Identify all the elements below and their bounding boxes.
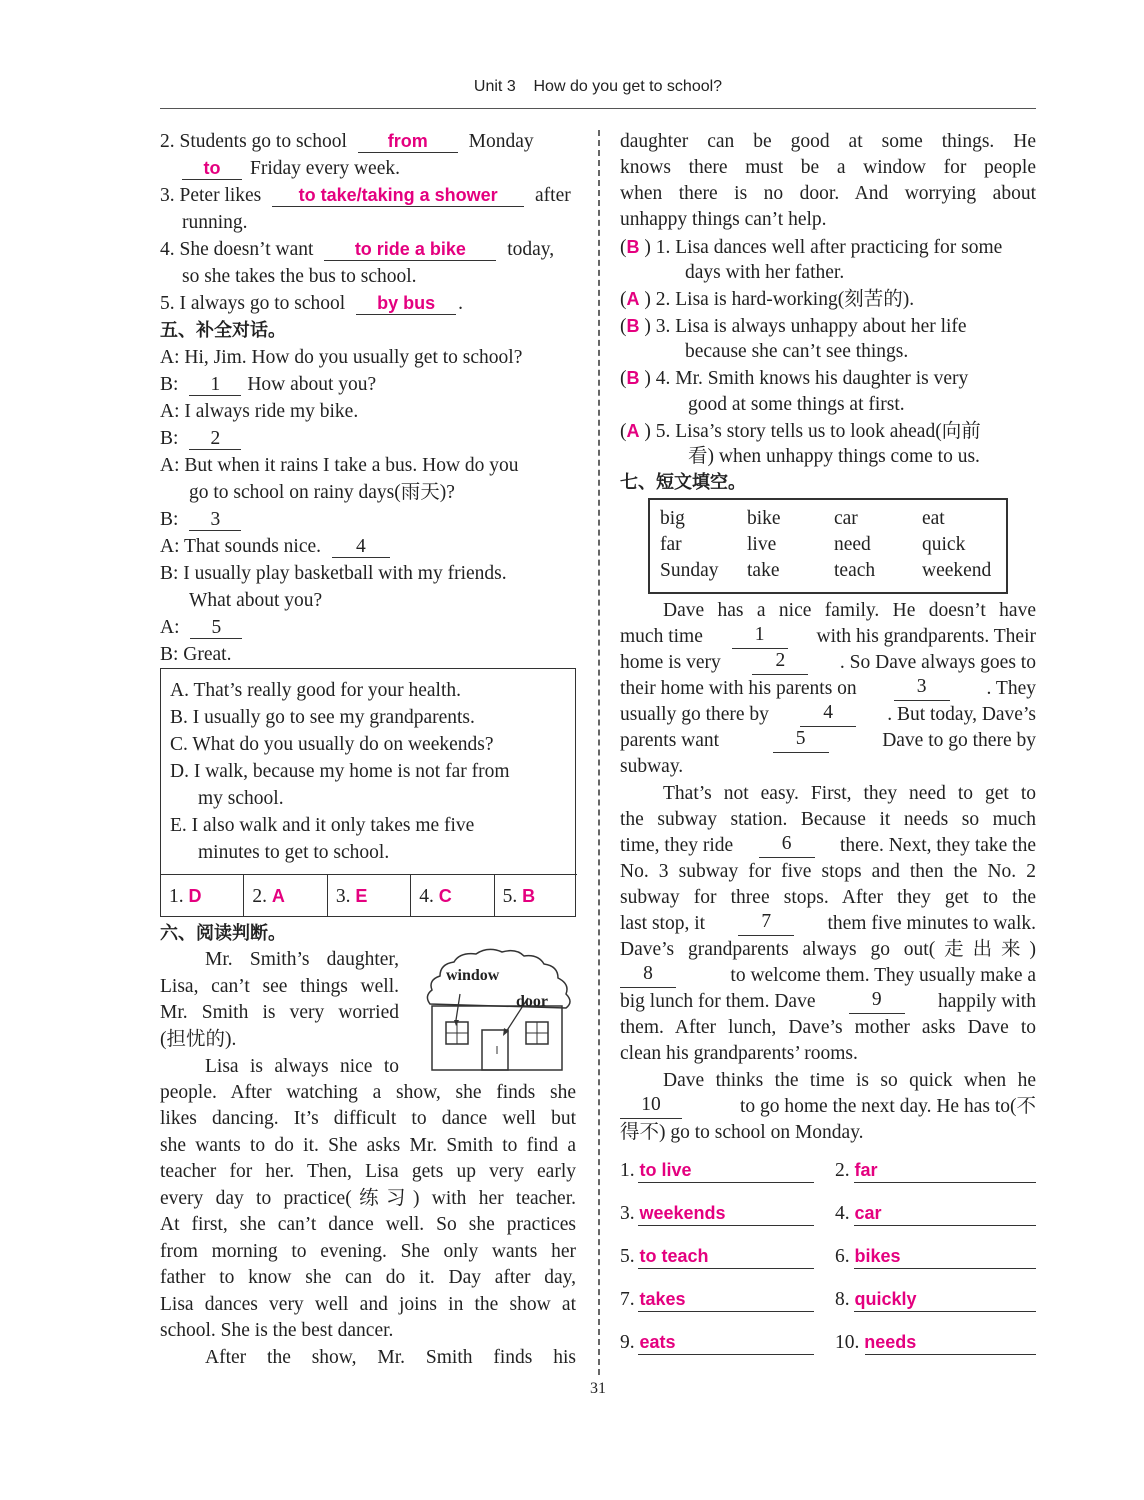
options-box xyxy=(160,668,576,917)
unit-label: Unit 3 xyxy=(473,78,516,95)
story-line: when there is no door. And worrying about xyxy=(620,183,1036,204)
option-d-cont: my school. xyxy=(198,788,284,809)
story-line: daughter can be good at some things. He xyxy=(620,131,1036,152)
word-item: live xyxy=(747,534,777,555)
passage-line: Dave thinks the time is so quick when he xyxy=(663,1070,1036,1091)
dialog-line: A: But when it rains I take a bus. How do you xyxy=(160,455,519,476)
story-line: likes dancing. It’s difficult to dance well but xyxy=(160,1108,576,1129)
answer-cell: 5. B xyxy=(502,886,536,907)
passage-line: No. 3 subway for five stops and then the No. 2 xyxy=(620,861,1036,882)
answer-underline xyxy=(854,1311,1036,1312)
answer-underline xyxy=(638,1182,814,1183)
story-line: she wants to do it. She asks Mr. Smith to find a xyxy=(160,1135,576,1156)
section-7-title: 七、短文填空。 xyxy=(620,472,746,493)
word-item: car xyxy=(834,508,858,529)
story-line: from morning to evening. She only wants her xyxy=(160,1241,576,1262)
answer-line: 9. eats xyxy=(620,1332,676,1353)
dialog-line: A: That sounds nice. 4 xyxy=(160,535,396,559)
answer-line: 10. needs xyxy=(835,1332,917,1353)
answer-line: 1. to live xyxy=(620,1160,692,1181)
dialog-line: go to school on rainy days(雨天)? xyxy=(189,482,455,503)
passage-line: last stop, it 7 them five minutes to walk. xyxy=(620,911,1036,934)
column-divider xyxy=(598,130,600,1375)
answer-line: 6. bikes xyxy=(835,1246,901,1267)
judge-item-1: (B ) 1. Lisa dances well after practicing for some xyxy=(620,237,1003,258)
answer-underline xyxy=(638,1311,814,1312)
option-c: C. What do you usually do on weekends? xyxy=(170,734,494,755)
passage-line: clean his grandparents’ rooms. xyxy=(620,1043,858,1064)
judge-item-3-cont: because she can’t see things. xyxy=(685,341,909,362)
left-column xyxy=(160,130,576,1375)
word-item: teach xyxy=(834,560,876,581)
answer-line: 7. takes xyxy=(620,1289,686,1310)
dialog-line: What about you? xyxy=(189,590,323,611)
word-bank xyxy=(648,498,1008,594)
question-4-cont: so she takes the bus to school. xyxy=(182,266,417,287)
section-6-title: 六、阅读判断。 xyxy=(160,923,286,944)
unit-title: How do you get to school? xyxy=(533,78,723,95)
dialog-line: B: Great. xyxy=(160,644,232,665)
question-2-cont: to Friday every week. xyxy=(182,157,400,181)
passage-line: them. After lunch, Dave’s mother asks Dave to xyxy=(620,1017,1036,1038)
answer-underline xyxy=(638,1268,814,1269)
answer-cell: 1. D xyxy=(161,875,244,917)
word-item: far xyxy=(660,534,682,555)
word-item: bike xyxy=(747,508,781,529)
question-3-cont: running. xyxy=(182,212,248,233)
passage-line: big lunch for them. Dave 9 happily with xyxy=(620,989,1036,1012)
passage-line: subway. xyxy=(620,756,684,777)
passage-line: subway for three stops. After they get to the xyxy=(620,887,1036,908)
judge-item-4: (B ) 4. Mr. Smith knows his daughter is very xyxy=(620,368,969,389)
story-line: every day to practice(练习) with her teacher. xyxy=(160,1188,576,1209)
answer-ride-bike: to ride a bike xyxy=(354,239,466,259)
judge-item-3: (B ) 3. Lisa is always unhappy about her life xyxy=(620,316,967,337)
story-line: After the show, Mr. Smith finds his xyxy=(205,1347,576,1368)
story-line: At first, she can’t dance well. So she practices xyxy=(160,1214,576,1235)
story-line: teacher for her. Then, Lisa gets up very early xyxy=(160,1161,576,1182)
story-line: father to know she can do it. Day after day, xyxy=(160,1267,576,1288)
answer-underline xyxy=(854,1225,1036,1226)
dialog-line: B: 2 xyxy=(160,427,247,451)
dialog-line: B: 3 xyxy=(160,508,247,532)
answer-from: from xyxy=(387,131,428,151)
dialog-line: A: I always ride my bike. xyxy=(160,401,359,422)
dialog-line: B: I usually play basketball with my friends. xyxy=(160,563,507,584)
window-icon xyxy=(446,1022,468,1044)
word-item: Sunday xyxy=(660,560,719,581)
answer-line: 2. far xyxy=(835,1160,878,1181)
option-a: A. That’s really good for your health. xyxy=(170,680,461,701)
answer-cell: 4. C xyxy=(411,875,494,917)
page-header xyxy=(160,78,1036,96)
door-label: door xyxy=(516,993,548,1010)
answer-line: 8. quickly xyxy=(835,1289,917,1310)
passage-line: 10 to go home the next day. He has to(不 xyxy=(620,1095,1036,1119)
answer-line: 5. to teach xyxy=(620,1246,709,1267)
dialog-line: A: Hi, Jim. How do you usually get to school? xyxy=(160,347,523,368)
answer-underline xyxy=(638,1225,814,1226)
passage-line: time, they ride 6 there. Next, they take the xyxy=(620,833,1036,856)
answer-underline xyxy=(854,1182,1036,1183)
passage-line: usually go there by 4 . But today, Dave’s xyxy=(620,702,1036,725)
option-d: D. I walk, because my home is not far from xyxy=(170,761,510,782)
word-item: need xyxy=(834,534,871,555)
answer-line: 3. weekends xyxy=(620,1203,726,1224)
question-3: 3. Peter likes to take/taking a shower after xyxy=(160,185,571,206)
word-item: take xyxy=(747,560,780,581)
story-line: Mr. Smith is very worried xyxy=(160,1002,399,1023)
question-2: 2. Students go to school from Monday xyxy=(160,131,534,152)
judge-item-4-cont: good at some things at first. xyxy=(688,394,905,415)
house-illustration xyxy=(418,946,578,1074)
story-line: (担忧的). xyxy=(160,1029,237,1050)
story-line: Lisa is always nice to xyxy=(205,1056,399,1077)
answer-cell: 2. A xyxy=(244,875,327,917)
passage-line: Dave has a nice family. He doesn’t have xyxy=(663,600,1036,621)
story-line: people. After watching a show, she finds she xyxy=(160,1082,576,1103)
judge-item-2: (A ) 2. Lisa is hard-working(刻苦的). xyxy=(620,289,915,310)
answer-underline xyxy=(638,1354,814,1355)
answer-underline xyxy=(854,1268,1036,1269)
story-line: Lisa dances very well and joins in the show at xyxy=(160,1294,576,1315)
answer-underline xyxy=(865,1354,1036,1355)
word-item: quick xyxy=(922,534,966,555)
door-icon xyxy=(482,1030,508,1070)
window-icon xyxy=(526,1022,548,1044)
answer-take-shower: to take/taking a shower xyxy=(298,185,498,205)
word-item: big xyxy=(660,508,685,529)
story-line: unhappy things can’t help. xyxy=(620,209,827,230)
passage-line: parents want 5 Dave to go there by xyxy=(620,728,1036,751)
passage-line: home is very 2 . So Dave always goes to xyxy=(620,650,1036,673)
answer-by-bus: by bus xyxy=(377,293,436,313)
story-line: school. She is the best dancer. xyxy=(160,1320,394,1341)
word-item: weekend xyxy=(922,560,992,581)
passage-line: 得不) go to school on Monday. xyxy=(620,1122,864,1143)
judge-item-5-cont: 看) when unhappy things come to us. xyxy=(688,446,980,467)
header-rule xyxy=(160,108,1036,109)
question-4: 4. She doesn’t want to ride a bike today, xyxy=(160,239,555,260)
answer-cell: 3. E xyxy=(328,875,411,917)
word-item: eat xyxy=(922,508,945,529)
dialog-line: B: 1 How about you? xyxy=(160,374,377,395)
passage-line: their home with his parents on 3 . They xyxy=(620,676,1036,699)
judge-item-5: (A ) 5. Lisa’s story tells us to look ahead(向前 xyxy=(620,421,981,442)
judge-item-1-cont: days with her father. xyxy=(685,262,845,283)
story-line: Lisa, can’t see things well. xyxy=(160,976,399,997)
question-5: 5. I always go to school by bus . xyxy=(160,293,463,314)
option-e-cont: minutes to get to school. xyxy=(198,842,390,863)
page-number: 31 xyxy=(590,1380,606,1397)
answer-grid xyxy=(161,874,577,917)
option-e: E. I also walk and it only takes me five xyxy=(170,815,475,836)
arrow-to-window xyxy=(456,994,460,1020)
house-wall xyxy=(432,1006,562,1070)
window-label: window xyxy=(446,967,500,984)
answer-line: 4. car xyxy=(835,1203,882,1224)
right-column xyxy=(620,130,1036,1375)
option-b: B. I usually go to see my grandparents. xyxy=(170,707,475,728)
answer-to: to xyxy=(203,158,221,178)
passage-line: Dave’s grandparents always go out(走出来) xyxy=(620,939,1036,960)
passage-line: much time 1 with his grandparents. Their xyxy=(620,624,1036,647)
section-5-title: 五、补全对话。 xyxy=(160,320,286,341)
story-line: Mr. Smith’s daughter, xyxy=(205,949,399,970)
dialog-line: A: 5 xyxy=(160,616,248,640)
passage-line: the subway station. Because it needs so much xyxy=(620,809,1036,830)
story-line: knows there must be a window for people xyxy=(620,157,1036,178)
passage-line: That’s not easy. First, they need to get to xyxy=(663,783,1036,804)
passage-line: 8 to welcome them. They usually make a xyxy=(620,964,1036,988)
